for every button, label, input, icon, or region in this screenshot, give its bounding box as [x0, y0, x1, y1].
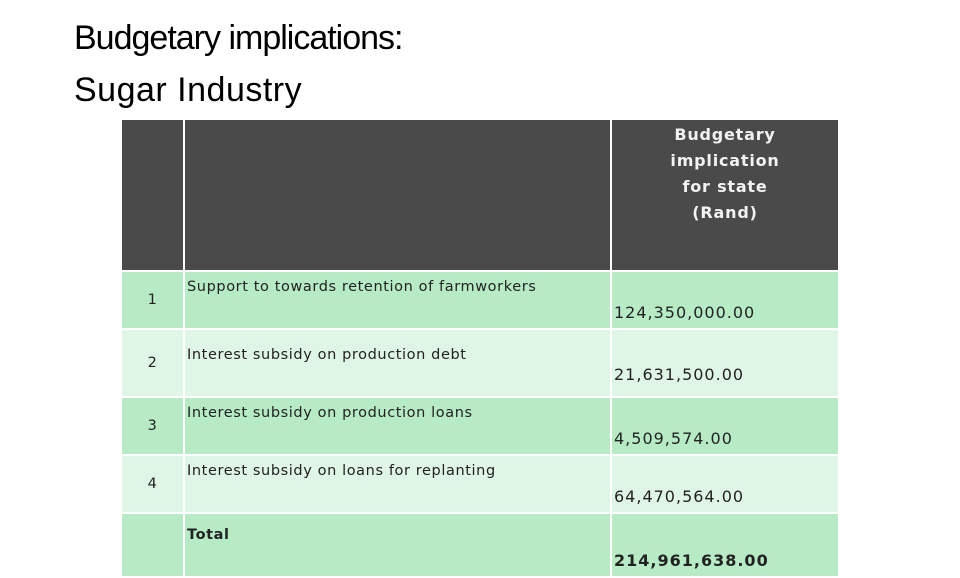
total-number-cell — [121, 513, 184, 577]
header-number-cell — [121, 119, 184, 271]
header-amount-label: Budgetary implication for state (Rand) — [670, 125, 780, 222]
header-description-cell — [184, 119, 611, 271]
slide-title: Budgetary implications: — [74, 19, 403, 57]
slide-subtitle: Sugar Industry — [74, 71, 303, 109]
row-number: 4 — [121, 455, 184, 513]
row-description: Interest subsidy on loans for replanting — [184, 455, 611, 513]
table-row — [121, 329, 839, 397]
table-total-row — [121, 513, 839, 577]
row-amount: 21,631,500.00 — [611, 329, 839, 397]
row-number: 1 — [121, 271, 184, 329]
table-row — [121, 455, 839, 513]
table-row — [121, 397, 839, 455]
total-label: Total — [184, 513, 611, 577]
header-amount-cell — [611, 119, 839, 271]
row-amount: 4,509,574.00 — [611, 397, 839, 455]
row-number: 2 — [121, 329, 184, 397]
budget-table — [120, 118, 840, 578]
row-description: Interest subsidy on production debt — [184, 329, 611, 397]
row-number: 3 — [121, 397, 184, 455]
row-description: Interest subsidy on production loans — [184, 397, 611, 455]
row-amount: 124,350,000.00 — [611, 271, 839, 329]
total-amount: 214,961,638.00 — [611, 513, 839, 577]
table-row — [121, 271, 839, 329]
table-header-row — [121, 119, 839, 271]
row-amount: 64,470,564.00 — [611, 455, 839, 513]
row-description: Support to towards retention of farmworkers — [184, 271, 611, 329]
